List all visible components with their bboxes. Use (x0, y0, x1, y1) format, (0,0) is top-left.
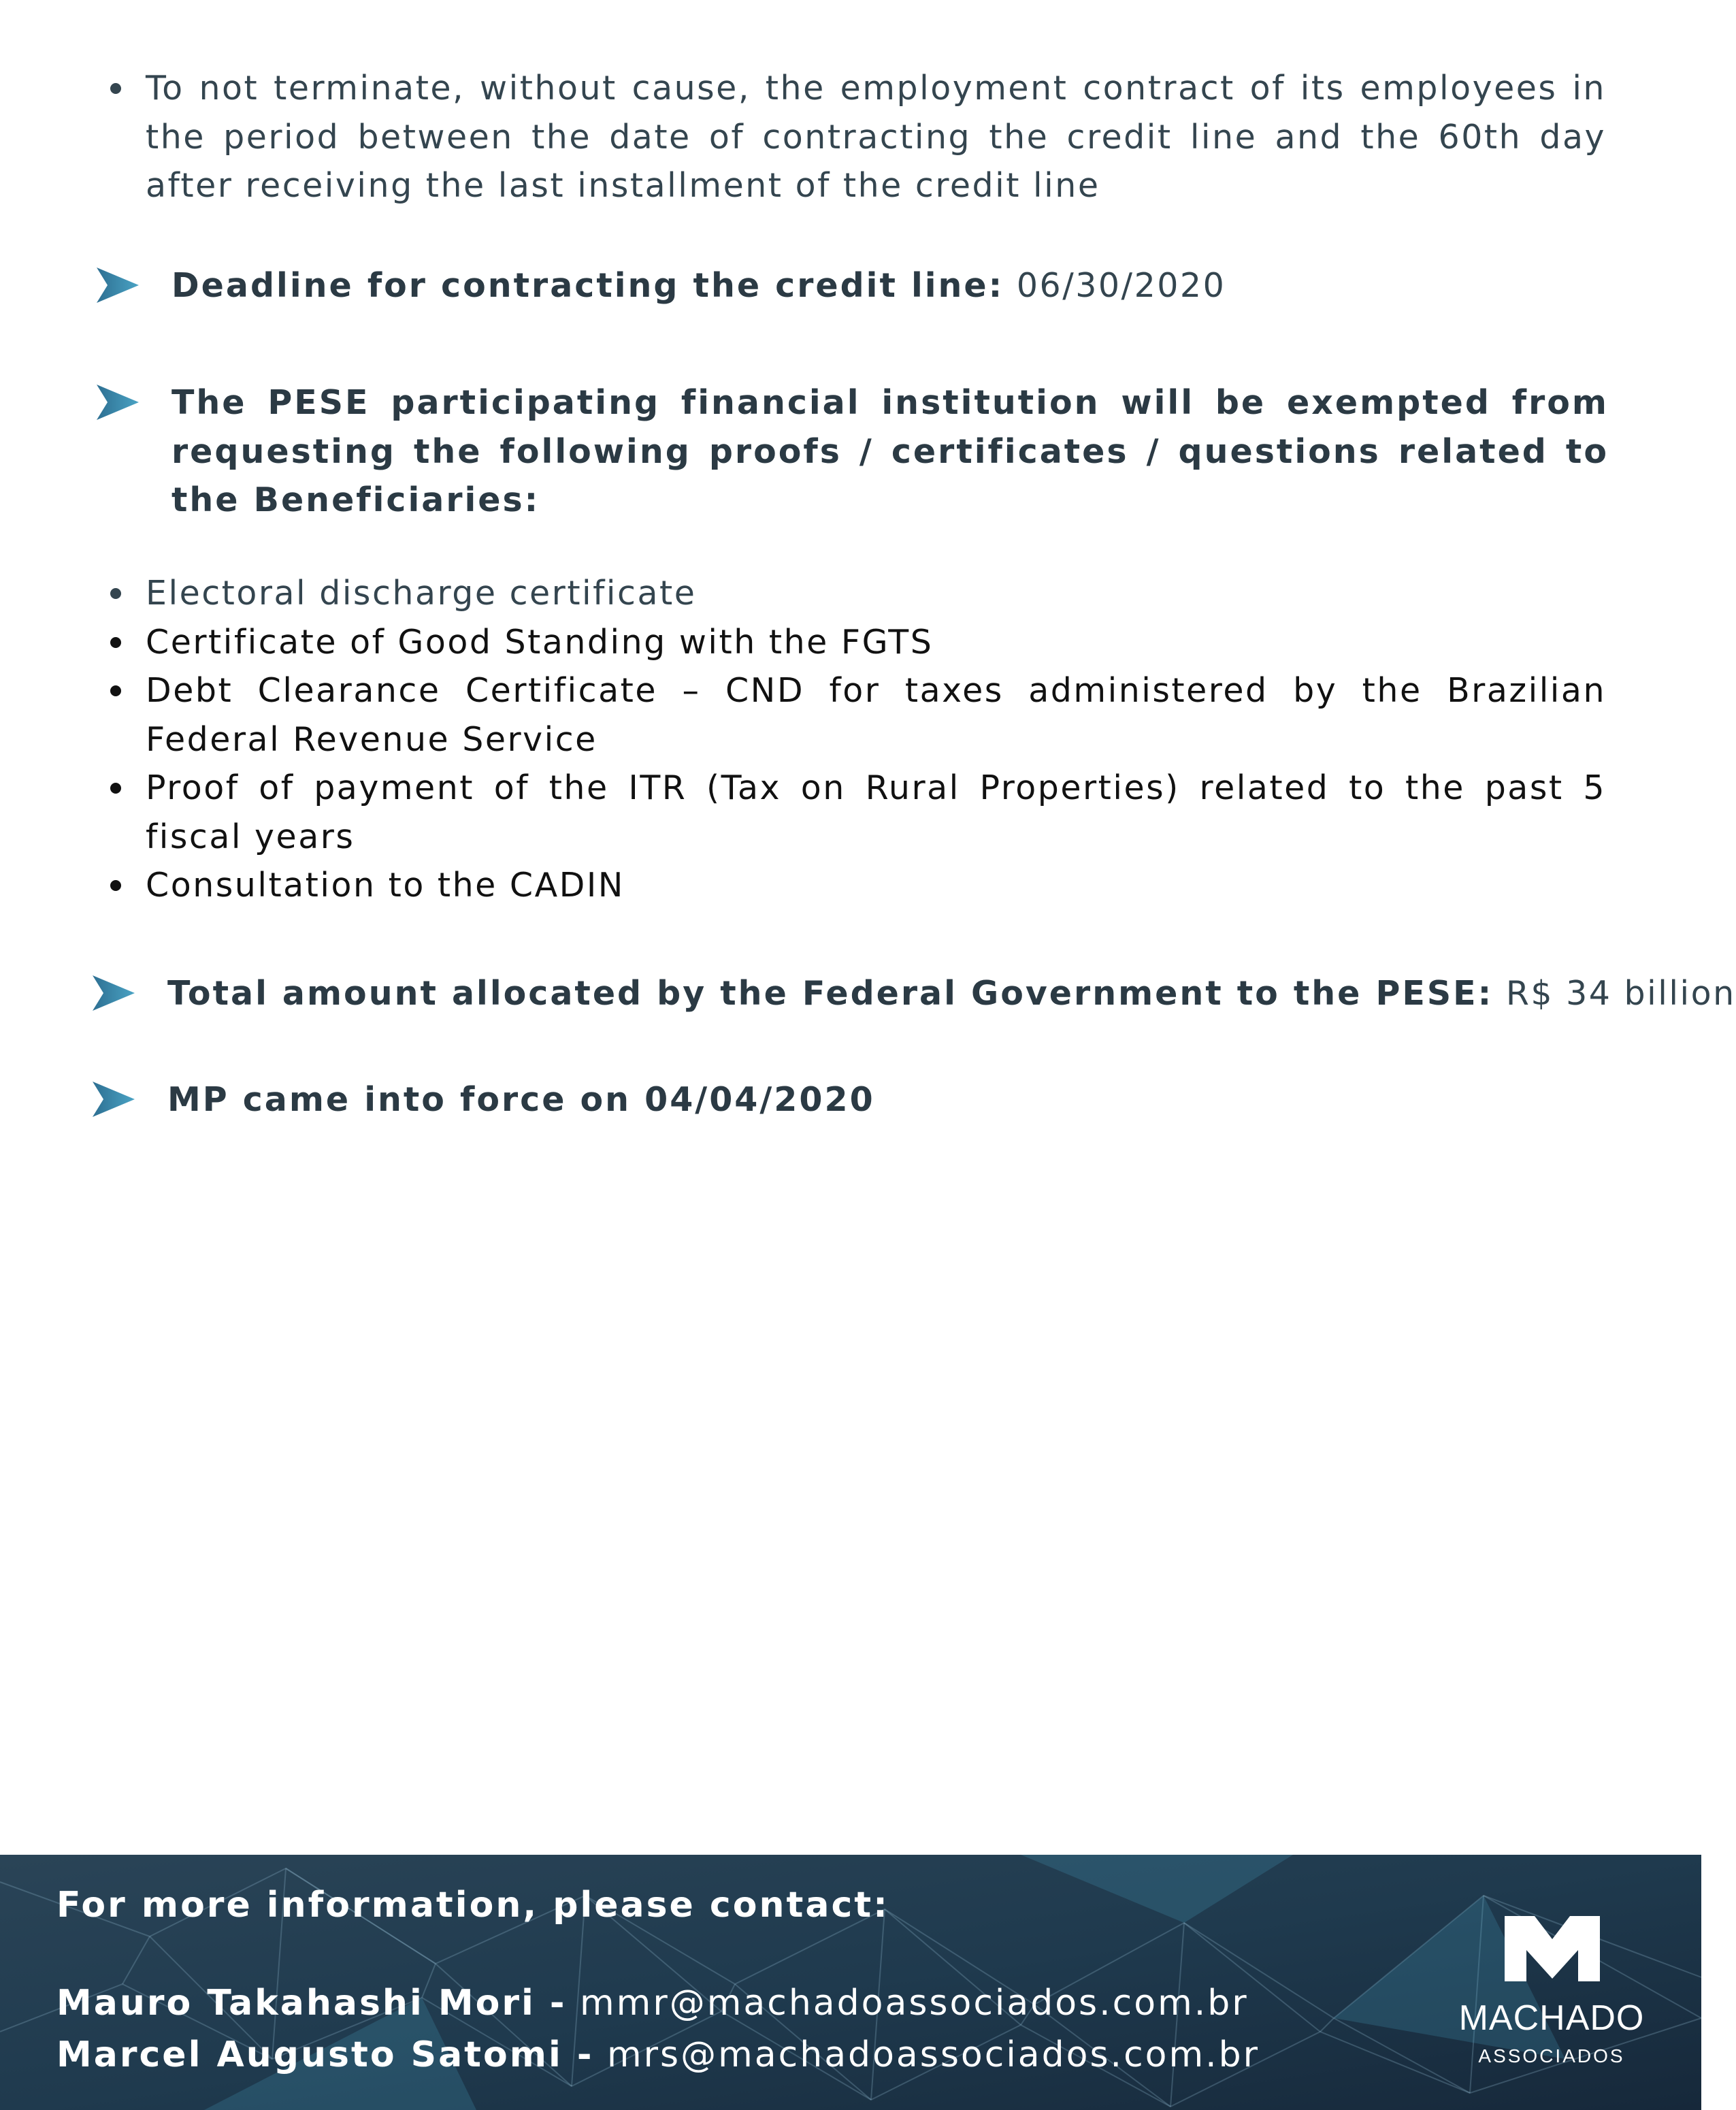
list-item: Debt Clearance Certificate – CND for taxes administered by the Brazilian Federal Revenue Service (109, 666, 1606, 764)
total-label: Total amount allocated by the Federal Government to the PESE: (167, 974, 1494, 1013)
chevron-arrow-icon (95, 266, 140, 304)
contact-name: Marcel Augusto Satomi - (56, 2034, 594, 2075)
chevron-arrow-icon (95, 383, 140, 421)
top-bullet-list (109, 64, 1606, 210)
machado-logo (1439, 1916, 1643, 2086)
deadline-value: 06/30/2020 (1016, 266, 1226, 305)
total-text (167, 969, 1736, 1018)
logo-mark-icon (1505, 1916, 1600, 1981)
exemption-heading: The PESE participating financial institution will be exempted from requesting the following proofs / certificates / questions related to the Beneficiaries: (171, 383, 1609, 519)
contact-row (56, 2034, 1260, 2075)
list-item: Certificate of Good Standing with the FGTS (109, 618, 1606, 667)
list-item: Electoral discharge certificate (109, 569, 1606, 618)
exemption-list (109, 569, 1606, 910)
logo-name: MACHADO (1458, 1998, 1645, 2038)
deadline-text (171, 261, 1226, 310)
total-value: R$ 34 billion (1505, 974, 1736, 1013)
chevron-arrow-icon (91, 1080, 136, 1118)
contact-row (56, 1983, 1249, 2024)
list-item: Proof of payment of the ITR (Tax on Rural Properties) related to the past 5 fiscal years (109, 764, 1606, 861)
logo-subtitle: ASSOCIADOS (1478, 2045, 1625, 2066)
contact-email[interactable]: mrs@machadoassociados.com.br (607, 2034, 1260, 2075)
contact-email[interactable]: mmr@machadoassociados.com.br (580, 1983, 1249, 2024)
mp-text (167, 1075, 875, 1124)
footer-heading (56, 1885, 889, 1926)
mp-label: MP came into force on 04/04/2020 (167, 1080, 875, 1119)
list-item: Consultation to the CADIN (109, 861, 1606, 910)
contact-name: Mauro Takahashi Mori - (56, 1983, 567, 2024)
chevron-arrow-icon (91, 974, 136, 1012)
footer-heading-text: For more information, please contact: (56, 1885, 889, 1926)
list-item: To not terminate, without cause, the employment contract of its employees in the period between the date of contracting the credit line and the 60th day after receiving the last installment of the credit line (109, 64, 1606, 210)
deadline-label: Deadline for contracting the credit line: (171, 266, 1004, 305)
